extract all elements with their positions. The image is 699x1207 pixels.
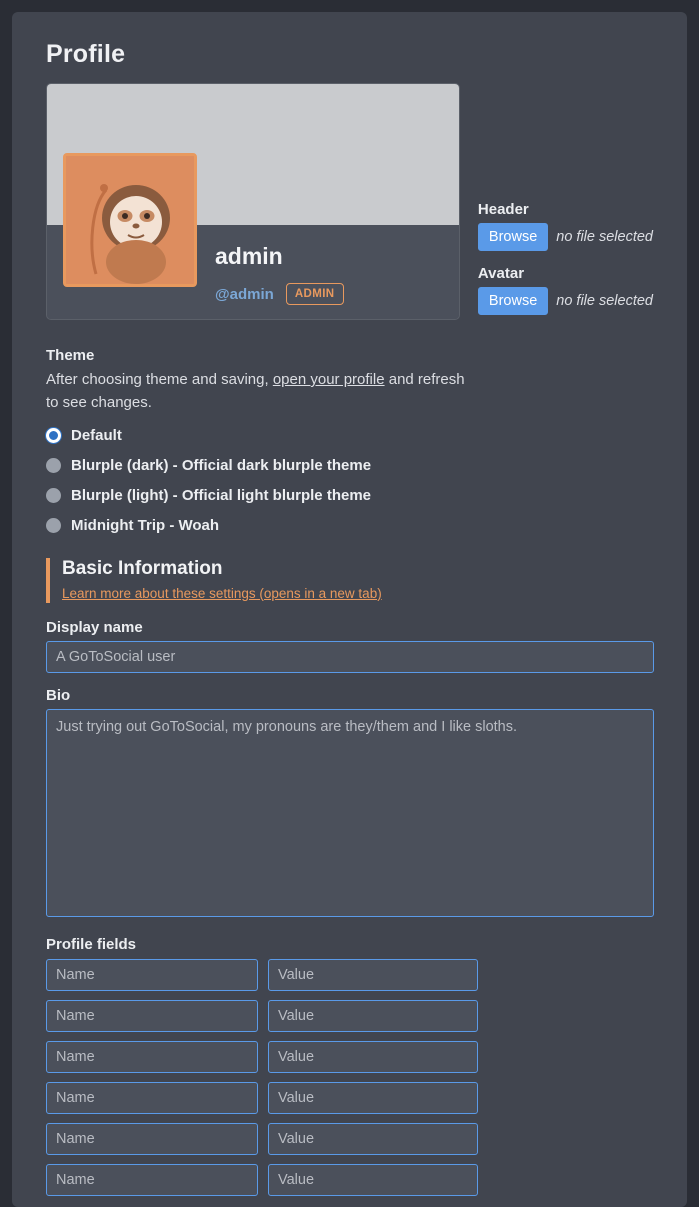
preview-acct: @admin: [215, 285, 274, 303]
upload-controls: [478, 83, 653, 329]
status-badge: ADMIN: [286, 283, 344, 305]
header-upload-label: Header: [477, 201, 529, 218]
theme-description-before: After choosing theme and saving,: [46, 371, 273, 388]
theme-option-label: Blurple (light) - Official light blurple theme: [71, 486, 371, 504]
profile-field-row: [46, 1000, 653, 1032]
radio-icon[interactable]: [46, 428, 61, 443]
profile-field-value-input[interactable]: [268, 1041, 478, 1073]
display-name-label: Display name: [46, 618, 143, 636]
profile-field-name-input[interactable]: [46, 1123, 258, 1155]
profile-field-name-input[interactable]: [46, 1164, 258, 1196]
profile-field-name-input[interactable]: [46, 1000, 258, 1032]
learn-more-link[interactable]: Learn more about these settings (opens in a new tab): [62, 585, 382, 601]
theme-description-after: and refresh to see changes.: [46, 371, 465, 412]
theme-option-label: Blurple (dark) - Official dark blurple theme: [71, 456, 372, 474]
basic-information-title: Basic Information: [62, 557, 223, 579]
profile-fields-label: Profile fields: [46, 935, 137, 953]
header-file-status: no file selected: [556, 229, 653, 245]
theme-option-label: Midnight Trip - Woah: [71, 516, 220, 534]
radio-icon[interactable]: [46, 458, 61, 473]
preview-display-name: admin: [215, 243, 283, 269]
avatar-file-picker[interactable]: [478, 287, 653, 315]
profile-field-name-input[interactable]: [46, 1041, 258, 1073]
theme-option-label: Default: [71, 426, 122, 444]
theme-option-blurple-light[interactable]: [46, 487, 653, 504]
radio-icon[interactable]: [46, 488, 61, 503]
profile-field-row: [46, 1041, 653, 1073]
theme-description: [46, 368, 476, 415]
profile-field-row: [46, 1082, 653, 1114]
profile-preview-row: [46, 83, 653, 329]
header-browse-button[interactable]: Browse: [478, 223, 548, 251]
profile-preview-card: [46, 83, 460, 320]
theme-option-midnight-trip[interactable]: [46, 517, 653, 534]
settings-panel: [12, 12, 687, 1207]
sloth-avatar-icon: [66, 156, 194, 284]
theme-option-default[interactable]: [46, 427, 653, 444]
profile-field-name-input[interactable]: [46, 1082, 258, 1114]
profile-field-row: [46, 959, 653, 991]
theme-label: Theme: [46, 347, 95, 364]
open-your-profile-link[interactable]: open your profile: [272, 371, 385, 388]
avatar-browse-button[interactable]: Browse: [478, 287, 548, 315]
profile-field-value-input[interactable]: [268, 1123, 478, 1155]
theme-option-blurple-dark[interactable]: [46, 457, 653, 474]
profile-field-row: [46, 1164, 653, 1196]
bio-textarea[interactable]: [46, 709, 654, 917]
radio-icon[interactable]: [46, 518, 61, 533]
profile-field-value-input[interactable]: [268, 1000, 478, 1032]
profile-card-body: [47, 225, 459, 319]
profile-field-name-input[interactable]: [46, 959, 258, 991]
avatar: [63, 153, 197, 287]
preview-acct-row: [215, 283, 344, 305]
basic-information-block: [46, 558, 653, 603]
profile-field-value-input[interactable]: [268, 1164, 478, 1196]
profile-field-row: [46, 1123, 653, 1155]
display-name-input[interactable]: [46, 641, 654, 673]
header-file-picker[interactable]: [478, 223, 653, 251]
avatar-upload-label: Avatar: [477, 265, 525, 282]
avatar-file-status: no file selected: [556, 293, 653, 309]
page-title: Profile: [46, 40, 126, 68]
profile-field-value-input[interactable]: [268, 959, 478, 991]
bio-label: Bio: [46, 686, 71, 704]
profile-field-value-input[interactable]: [268, 1082, 478, 1114]
